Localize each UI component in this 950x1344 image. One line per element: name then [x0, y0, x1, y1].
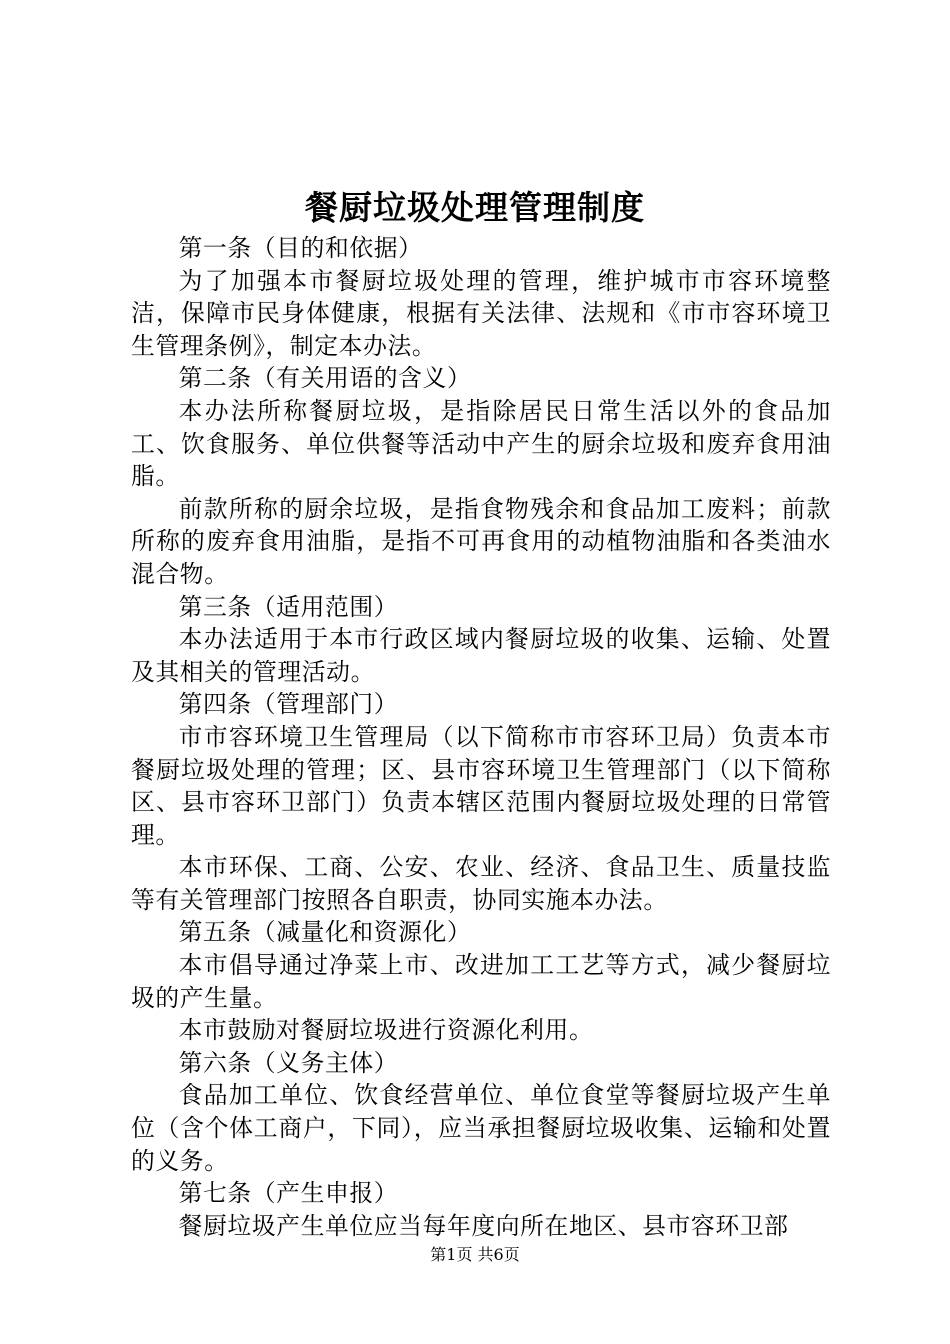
- paragraph: 市市容环境卫生管理局（以下简称市市容环卫局）负责本市餐厨垃圾处理的管理；区、县市容环境卫生管理部门（以下简称区、县市容环卫部门）负责本辖区范围内餐厨垃圾处理的日常管理。: [131, 722, 831, 849]
- document-body: [131, 232, 831, 1242]
- article-heading: 第四条（管理部门）: [178, 690, 399, 719]
- paragraph: 本市倡导通过净菜上市、改进加工工艺等方式，减少餐厨垃圾的产生量。: [131, 951, 831, 1012]
- paragraph: 餐厨垃圾产生单位应当每年度向所在地区、县市容环卫部: [178, 1211, 789, 1240]
- paragraph: 本市环保、工商、公安、农业、经济、食品卫生、质量技监等有关管理部门按照各自职责，协同实施本办法。: [131, 853, 831, 914]
- article-heading: 第五条（减量化和资源化）: [178, 918, 472, 947]
- article-heading: 第二条（有关用语的含义）: [178, 364, 472, 393]
- paragraph: 前款所称的厨余垃圾，是指食物残余和食品加工废料；前款所称的废弃食用油脂，是指不可再食用的动植物油脂和各类油水混合物。: [131, 494, 831, 588]
- paragraph: 本办法适用于本市行政区域内餐厨垃圾的收集、运输、处置及其相关的管理活动。: [131, 625, 831, 686]
- paragraph: 本办法所称餐厨垃圾，是指除居民日常生活以外的食品加工、饮食服务、单位供餐等活动中产生的厨余垃圾和废弃食用油脂。: [131, 396, 831, 491]
- article-heading: 第六条（义务主体）: [178, 1048, 399, 1077]
- paragraph: 食品加工单位、饮食经营单位、单位食堂等餐厨垃圾产生单位（含个体工商户，下同），应当承担餐厨垃圾收集、运输和处置的义务。: [131, 1081, 831, 1175]
- paragraph: 本市鼓励对餐厨垃圾进行资源化利用。: [178, 1016, 594, 1045]
- article-heading: 第一条（目的和依据）: [178, 234, 423, 262]
- page-footer: 第1页 共6页: [430, 1245, 520, 1264]
- document-title: 餐厨垃圾处理管理制度: [305, 188, 645, 227]
- paragraph: 为了加强本市餐厨垃圾处理的管理，维护城市市容环境整洁，保障市民身体健康，根据有关法律、法规和《市市容环境卫生管理条例》，制定本办法。: [131, 266, 831, 360]
- article-heading: 第三条（适用范围）: [178, 592, 399, 621]
- article-heading: 第七条（产生申报）: [178, 1179, 399, 1208]
